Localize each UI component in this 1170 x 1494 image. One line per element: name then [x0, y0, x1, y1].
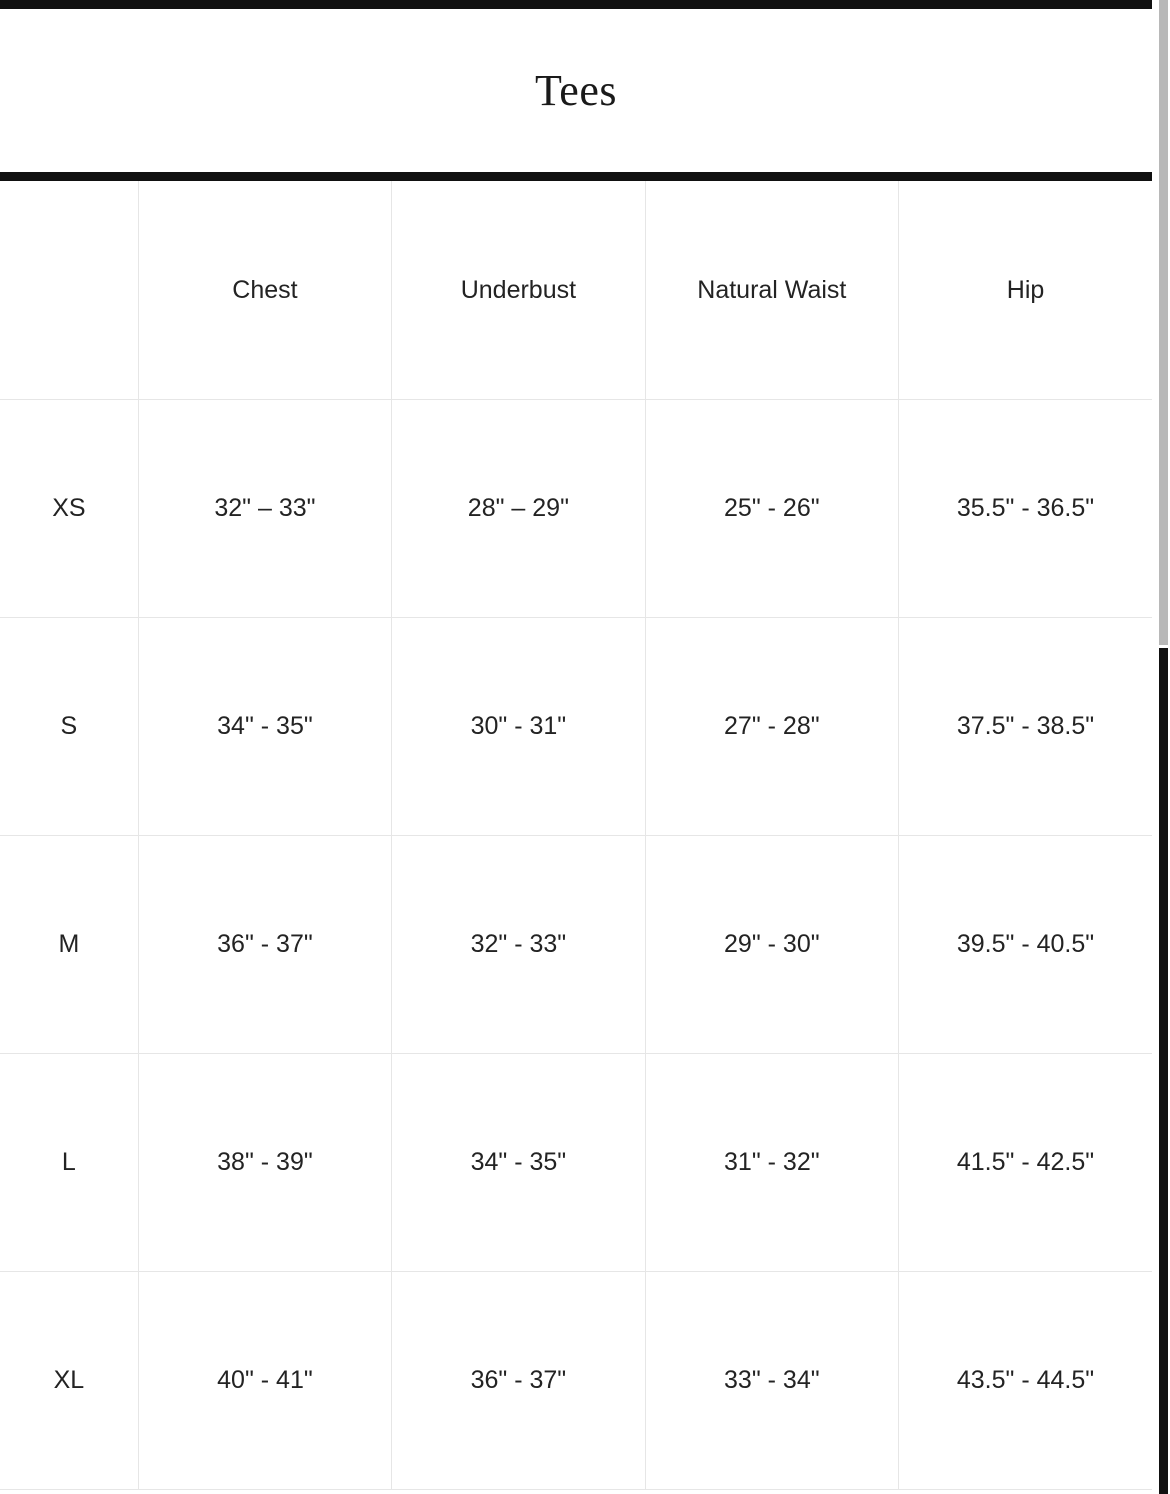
cell-hip: 35.5" - 36.5": [899, 399, 1152, 617]
top-divider: [0, 0, 1152, 9]
column-header-chest: Chest: [138, 181, 391, 399]
cell-underbust: 34" - 35": [392, 1053, 645, 1271]
size-chart-sheet: [0, 9, 1152, 1490]
column-header-hip: Hip: [899, 181, 1152, 399]
cell-natural-waist: 31" - 32": [645, 1053, 898, 1271]
table-row: [0, 617, 1152, 835]
cell-underbust: 28" – 29": [392, 399, 645, 617]
cell-natural-waist: 27" - 28": [645, 617, 898, 835]
table-header-row: [0, 181, 1152, 399]
row-size-label: M: [0, 835, 138, 1053]
table-row: [0, 1053, 1152, 1271]
page-scrollbar[interactable]: [1152, 0, 1170, 1494]
scrollbar-thumb-lower[interactable]: [1159, 648, 1168, 1494]
cell-hip: 43.5" - 44.5": [899, 1271, 1152, 1489]
row-size-label: S: [0, 617, 138, 835]
cell-natural-waist: 33" - 34": [645, 1271, 898, 1489]
cell-hip: 41.5" - 42.5": [899, 1053, 1152, 1271]
table-row: [0, 835, 1152, 1053]
column-header-size: [0, 181, 138, 399]
page-title: Tees: [535, 66, 617, 115]
table-header: [0, 181, 1152, 399]
table-row: [0, 1271, 1152, 1489]
cell-underbust: 32" - 33": [392, 835, 645, 1053]
cell-hip: 37.5" - 38.5": [899, 617, 1152, 835]
cell-chest: 38" - 39": [138, 1053, 391, 1271]
table-row: [0, 399, 1152, 617]
table-body: [0, 399, 1152, 1489]
title-area: [0, 9, 1152, 181]
cell-hip: 39.5" - 40.5": [899, 835, 1152, 1053]
column-header-underbust: Underbust: [392, 181, 645, 399]
row-size-label: XL: [0, 1271, 138, 1489]
row-size-label: L: [0, 1053, 138, 1271]
scrollbar-thumb-upper[interactable]: [1159, 0, 1168, 645]
column-header-natural-waist: Natural Waist: [645, 181, 898, 399]
cell-chest: 40" - 41": [138, 1271, 391, 1489]
cell-underbust: 36" - 37": [392, 1271, 645, 1489]
cell-underbust: 30" - 31": [392, 617, 645, 835]
cell-natural-waist: 29" - 30": [645, 835, 898, 1053]
size-chart-table: [0, 181, 1152, 1490]
cell-chest: 34" - 35": [138, 617, 391, 835]
row-size-label: XS: [0, 399, 138, 617]
cell-chest: 36" - 37": [138, 835, 391, 1053]
cell-natural-waist: 25" - 26": [645, 399, 898, 617]
cell-chest: 32" – 33": [138, 399, 391, 617]
